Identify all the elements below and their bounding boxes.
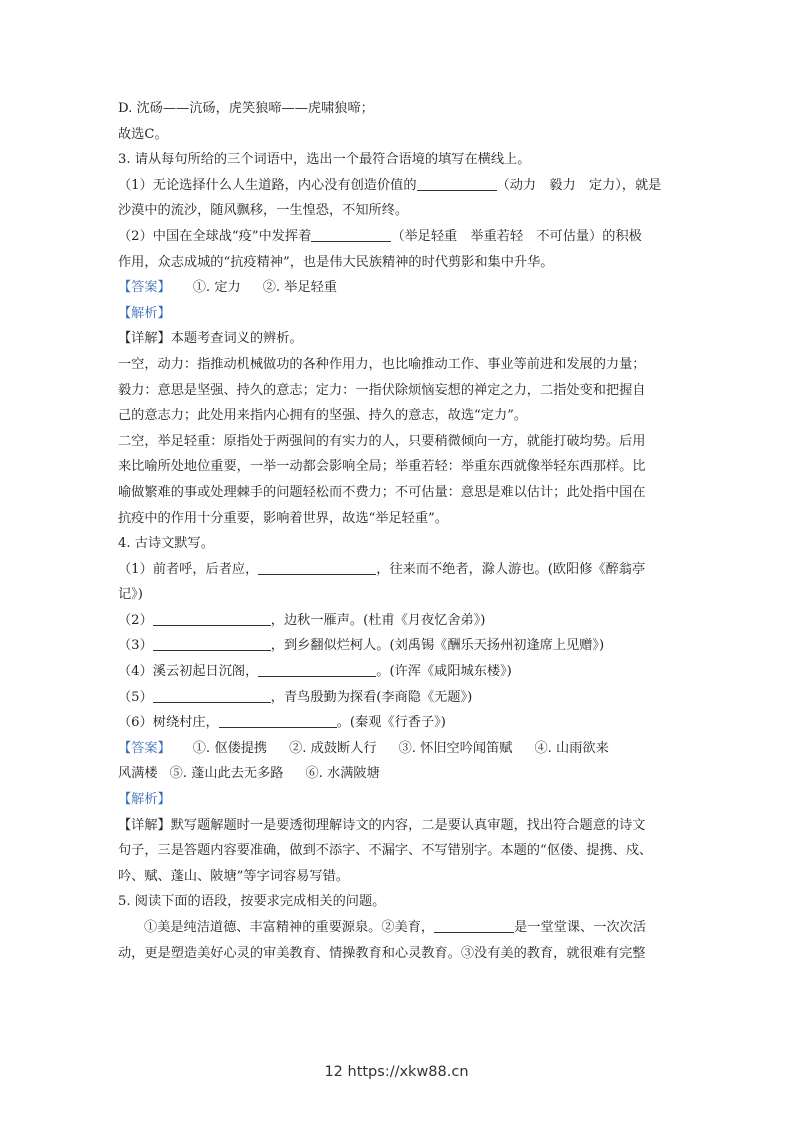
text-line: [118, 813, 678, 839]
text-line: [118, 633, 678, 659]
answer-tag: 【答案】: [118, 280, 171, 296]
text-line: 动，更是塑造美好心灵的审美教育、情操教育和心灵教育。③没有美的教育，就很难有完整: [118, 945, 646, 961]
text-line: 毅力：意思是坚强、持久的意志；定力：一指伏除烦恼妄想的禅定之力，二指处变和把握自: [118, 382, 646, 398]
text-segment: （5）: [118, 689, 153, 705]
page-number: 12: [324, 1064, 343, 1080]
text-segment: （举足轻重 举重若轻 不可估量）的积极: [391, 228, 642, 244]
answer-line: [118, 275, 678, 301]
answer-blank: [258, 560, 376, 575]
text-line: 喻做繁难的事或处理棘手的问题轻松而不费力；不可估量：意思是难以估计；此处指中国在: [118, 484, 646, 500]
text-line: 吟、赋、蓬山、陂塘”等字词容易写错。: [118, 868, 349, 884]
answer-blank: [153, 611, 271, 626]
text-line: [118, 557, 678, 583]
text-segment: ，到乡翻似烂柯人。(刘禹锡《酬乐天扬州初逢席上见赠》): [270, 638, 605, 654]
text-line: 记》): [118, 587, 143, 603]
answer-item: ②. 成鼓断人行: [289, 740, 377, 756]
answer-blank: [434, 918, 514, 933]
text-line: 二空，举足轻重：原指处于两强间的有实力的人，只要稍微倾向一方，就能打破均势。后用: [118, 433, 646, 449]
analysis-tag: 【解析】: [118, 305, 171, 321]
text-line: D. 沈砀——沆砀，虎笑狼啼——虎啸狼啼；: [118, 101, 374, 116]
text-line: [118, 659, 678, 685]
text-segment: （动力 毅力 定力），就是: [496, 177, 662, 193]
answer-blank: [311, 227, 391, 242]
answer-line: [118, 736, 678, 762]
answer-tag: 【答案】: [118, 740, 171, 756]
answer-item: ①. 伛偻提携: [192, 740, 268, 756]
page-footer: [0, 1064, 793, 1080]
answer-blank: [219, 713, 337, 728]
text-line: 抗疫中的作用十分重要，影响着世界，故选“举足轻重”。: [118, 510, 448, 526]
text-segment: 默写题解题时一是要透彻理解诗文的内容，二是要认真审题，找出符合题意的诗文: [170, 817, 646, 833]
question-4-title: 4. 古诗文默写。: [118, 536, 214, 552]
text-line: 沙漠中的流沙，随风飘移，一生惶恐，不知所终。: [118, 203, 409, 219]
answer-blank: [153, 688, 271, 703]
text-line: [118, 685, 678, 711]
text-line: 来比喻所处地位重要，一举一动都会影响全局；举重若轻：举重东西就像举轻东西那样。比: [118, 459, 646, 475]
page-content: [118, 96, 678, 966]
text-line: [118, 224, 678, 250]
text-segment: （1）无论选择什么人生道路，内心没有创造价值的: [118, 177, 417, 193]
text-line: 一空，动力：指推动机械做功的各种作用力，也比喻推动工作、事业等前进和发展的力量；: [118, 356, 646, 372]
text-segment: （6）树绕村庄，: [118, 715, 219, 731]
answer-item: ②. 举足轻重: [262, 280, 338, 296]
text-line: 作用，众志成城的“抗疫精神”，也是伟大民族精神的时代剪影和集中升华。: [118, 254, 554, 270]
answer-blank: [258, 662, 376, 677]
text-line: [118, 326, 678, 352]
text-line: [118, 915, 678, 941]
text-line: 己的意志力；此处用来指内心拥有的坚强、持久的意志，故选“定力”。: [118, 408, 528, 424]
text-segment: （2）: [118, 612, 153, 628]
text-segment: （1）前者呼，后者应，: [118, 561, 259, 577]
answer-item: ①. 定力: [192, 280, 241, 296]
answer-line: [118, 761, 678, 787]
text-segment: 。(许浑《咸阳城东楼》): [376, 664, 512, 680]
text-segment: 是一堂堂课、一次次活: [514, 920, 646, 935]
answer-item: 风满楼: [118, 766, 158, 782]
text-segment: 。(秦观《行香子》): [336, 715, 446, 731]
text-line: [118, 173, 678, 199]
text-segment: （2）中国在全球战“疫”中发挥着: [118, 228, 312, 244]
text-segment: 本题考查词义的辨析。: [170, 331, 303, 347]
answer-blank: [417, 176, 497, 191]
text-segment: （4）溪云初起日沉阁，: [118, 664, 259, 680]
question-5-title: 5. 阅读下面的语段，按要求完成相关的问题。: [118, 894, 386, 910]
answer-blank: [153, 636, 271, 651]
answer-item: ④. 山雨欲来: [534, 740, 609, 756]
analysis-tag: 【解析】: [118, 792, 171, 808]
text-line: [118, 710, 678, 736]
text-line: 句子，三是答题内容要准确，做到不添字、不漏字、不写错别字。本题的“伛偻、提携、戍、: [118, 843, 653, 859]
text-segment: ①美是纯洁道德、丰富精神的重要源泉。②美育，: [144, 920, 435, 935]
text-line: 故选C。: [118, 126, 168, 142]
question-3-title: 3. 请从每句所给的三个词语中，选出一个最符合语境的填写在横线上。: [118, 152, 531, 168]
detail-tag: 【详解】: [118, 331, 171, 347]
text-segment: ，边秋一雁声。(杜甫《月夜忆舍弟》): [270, 612, 486, 628]
detail-tag: 【详解】: [118, 817, 171, 833]
answer-item: ⑤. 蓬山此去无多路: [169, 766, 284, 782]
text-segment: ，青鸟殷勤为探看(李商隐《无题》): [270, 689, 473, 705]
text-segment: ，往来而不绝者，滁人游也。(欧阳修《醉翁亭: [376, 561, 646, 577]
footer-url: https://xkw88.cn: [347, 1064, 469, 1080]
answer-item: ③. 怀旧空吟闻笛赋: [398, 740, 513, 756]
text-segment: （3）: [118, 638, 153, 654]
text-line: [118, 608, 678, 634]
answer-item: ⑥. 水满陂塘: [305, 766, 380, 782]
